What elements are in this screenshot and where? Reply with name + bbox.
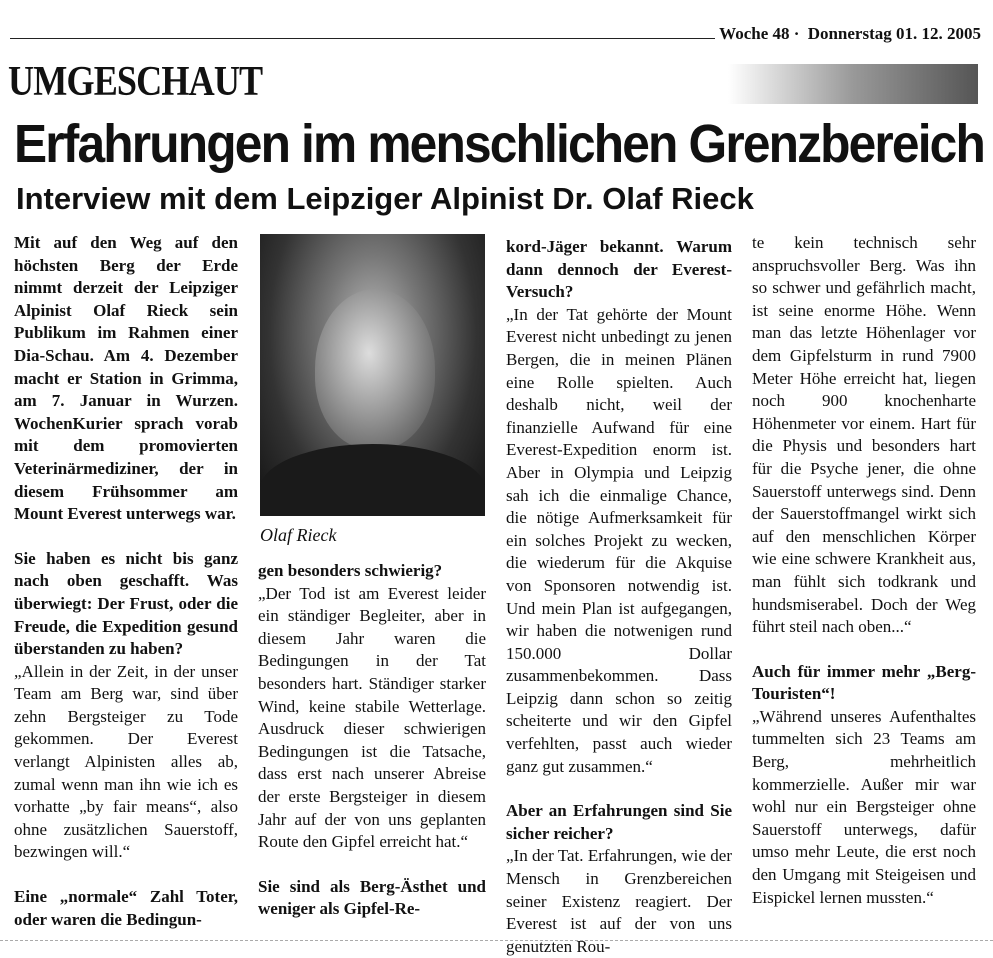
masthead-dateline <box>719 24 981 44</box>
lead-paragraph: Mit auf den Weg auf den höchsten Berg der Erde nimmt derzeit der Leipziger Alpinist Olaf Rieck sein Publikum im Rahmen einer Dia-Schau. Am 4. Dezember macht er Station in Grimma, am 7. Januar in Wurzen. WochenKurier sprach vorab mit dem promovierten Veterinärmediziner, der in diesem Frühsommer am Mount Everest unterwegs war. <box>14 233 238 524</box>
portrait-photo <box>260 234 485 516</box>
subheadline: Interview mit dem Leipziger Alpinist Dr. Olaf Rieck <box>16 181 754 216</box>
question-3: Sie sind als Berg-Ästhet und weniger als Gipfel-Re- <box>258 876 486 919</box>
question-5: Auch für immer mehr „Berg-Touristen“! <box>752 661 976 704</box>
portrait-face <box>315 289 435 449</box>
column-1 <box>14 232 238 931</box>
answer-1: „Allein in der Zeit, in der unser Team am Berg war, sind über zehn Bergsteiger zu Tode gekommen. Der Everest verlangt Alpinisten alles ab, zumal wenn man ihn wie ich es vorhatte „by fair means“, also ohne zusätzlichen Sauerstoff, bezwingen will.“ <box>14 661 238 862</box>
portrait-shoulders <box>260 444 485 516</box>
answer-5: „Während unseres Aufenthaltes tummelten sich 23 Teams am Berg, mehrheitlich kommerzielle. Außer mir war wohl nur ein Bergsteiger ohne Sauerstoff unterwegs, dafür umso mehr Leute, die erst noch den Umgang mit Steigeisen und Eispickel lernen mussten.“ <box>752 706 976 907</box>
headline: Erfahrungen im menschlichen Grenzbereich <box>14 114 984 174</box>
issue-week: Woche 48 · <box>719 24 800 43</box>
photo-caption: Olaf Rieck <box>260 525 337 545</box>
question-4: Aber an Erfahrungen sind Sie sicher reicher? <box>506 801 732 843</box>
column-3 <box>506 236 732 958</box>
answer-3: „In der Tat gehörte der Mount Everest nicht unbedingt zu jenen Bergen, die in meinen Plänen eine Rolle spielten. Auch deshalb nicht, weil der finanzielle Aufwand für eine Everest-Expedition enorm ist. Aber in Olympia und Leipzig sah ich die einmalige Chance, die nötige Aufmerksamkeit für ein solches Projekt zu wecken, die wiederum für die Akquise von Sponsoren notwendig ist. Und mein Plan ist aufgegangen, wir haben die notwenigen rund 150.000 Dollar zusammenbekommen. Dass Leipzig dann schon so zeitig scheiterte und wir den Gipfel verfehlten, passt auch wieder ganz gut zusammen.“ <box>506 304 732 776</box>
answer-2: „Der Tod ist am Everest leider ein ständiger Begleiter, aber in diesem Jahr waren die Bedingungen in der Tat besonders hart. Ständiger starker Wind, keine stabile Wetterlage. Ausdruck dieser schwierigen Bedingungen ist die Tatsache, dass erst nach unserer Abreise der erste Bergsteiger in diesem Jahr auf der von uns geplanten Route den Gipfel erreicht hat.“ <box>258 583 486 852</box>
question-3-continued: kord-Jäger bekannt. Warum dann dennoch der Everest-Versuch? <box>506 237 732 302</box>
question-2-continued: gen besonders schwierig? <box>258 561 443 580</box>
question-1: Sie haben es nicht bis ganz nach oben geschafft. Was überwiegt: Der Frust, oder die Freude, die Expedition gesund überstanden zu haben? <box>14 548 238 659</box>
question-2: Eine „normale“ Zahl Toter, oder waren die Bedingun- <box>14 887 238 929</box>
masthead-rule <box>10 38 715 39</box>
column-4 <box>752 232 976 909</box>
answer-4: „In der Tat. Erfahrungen, wie der Mensch in Grenzbereichen seiner Existenz reagiert. Der Everest ist auf der von uns genutzten Rou- <box>506 846 732 956</box>
issue-date: Donnerstag 01. 12. 2005 <box>807 24 981 43</box>
answer-4-continued: te kein technisch sehr anspruchsvoller Berg. Was ihn so schwer und gefährlich macht, ist seine enorme Höhe. Wenn man das letzte Höhenlager vor dem Gipfelsturm in rund 7900 Meter Höhe erreicht hat, liegen noch 900 knochenharte Höhenmeter vor einem. Hart für die Physis und besonders hart für die Psyche jener, die ohne Sauerstoff unterwegs sind. Denn der Sauerstoffmangel wirkt sich auf den menschlichen Körper wie eine schwere Krankheit aus, man fühlt sich todkrank und hundsmiserabel. Doch der Weg führt steil nach oben...“ <box>752 233 976 637</box>
section-bar <box>8 58 976 106</box>
section-shade <box>728 64 978 104</box>
section-title: UMGESCHAUT <box>8 59 263 105</box>
bottom-rule <box>0 940 993 941</box>
